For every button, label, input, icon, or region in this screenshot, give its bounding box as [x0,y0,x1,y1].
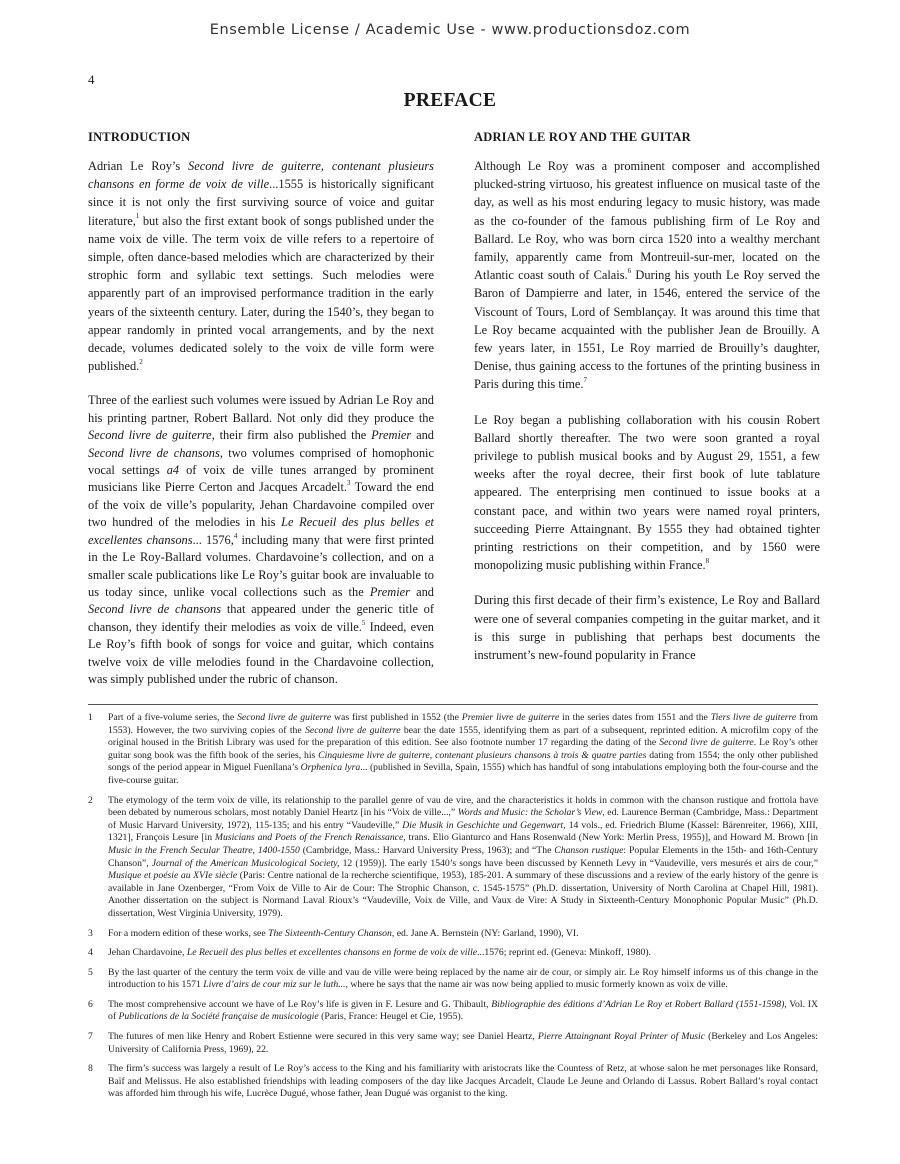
footnote-4: 4 Jehan Chardavoine, Le Recueil des plus belles et excellentes chansons en forme de voix de ville...1576; reprint ed. (Geneva: Minkoff, 1980). [88,947,651,959]
guitar-heading: ADRIAN LE ROY AND THE GUITAR [474,130,691,144]
footnote-ref-5: 5 [361,618,366,627]
page-title: PREFACE [403,90,497,111]
page-number: 4 [88,72,95,87]
guitar-paragraph-3: During this first decade of their firm’s existence, Le Roy and Ballard were one of several companies competing in the guitar market, and it is this surge in publishing that perhaps best documents the instrument’s new-found popularity in France [474,593,820,663]
footnote-5: 5 By the last quarter of the century the term voix de ville and vau de ville were being replaced by the name air de cour, or simply air. Le Roy himself informs us of this change in the introduction to his 1571 Livre d’airs de cour miz sur le luth..., where he says that the name air was now being applied to music formerly known as voix de ville. [88,966,818,991]
footnotes [88,712,818,1108]
license-header: Ensemble License / Academic Use - www.productionsdoz.com [209,22,691,38]
footnote-2: 2 The etymology of the term voix de ville, its relationship to the parallel genre of vau de vire, and the characteristics it holds in common with the chanson rustique and frottola have been debated by numerous scholars, most notably Daniel Heartz [in his “Voix de ville...,” Words and Music: the Scholar’s View, ed. Laurence Berman (Cambridge, Mass.: Department of Music Harvard University, 1972), 115-135; and his entry “Vaudeville,” Die Musik in Geschichte und Gegenwart, 14 vols., ed. Friedrich Blume (Kassel: Bärenreiter, 1966), XIII, 1321], François Lesure [in Musicians and Poets of the French Renaissance, trans. Elio Gianturco and Hans Rosenwald (New York: Merlin Press, 1955)], and Howard M. Brown [in Music in the French Secular Theatre, 1400-1550 (Cambridge, Mass.: Harvard University Press, 1963); and “The Chanson rustique: Popular Elements in the 15th- and 16th-Century Chanson”, Journal of the American Musicological Society, 12 (1959)]. The early 1540’s songs have been discussed by Kenneth Levy in “Vaudeville, vers mesurés et airs de cour,” Musique et poésie au XVIe siècle (Paris: Centre national de la recherche scientifique, 1953), 185-201. A summary of these discussions and a review of the early history of the genre is available in Jane Ozenberger, “From Voix de Ville to Air de Cour: The Strophic Chanson, c. 1545-1575” (Ph.D. dissertation, University of North Carolina at Chapel Hill, 1981). Another dissertation on the subject is Normand Laval Rioux’s “Vaudeville, Voix de Ville, and Vaux de Vire: A Study in Sixteenth-Century Monophonic Popular Music” (Ph.D. dissertation, West Virginia University, 1979). [88,794,819,919]
right-column [474,130,820,681]
guitar-paragraph-1: Although Le Roy was a prominent composer and accomplished plucked-string virtuoso, his greatest influence on musical taste of the day, as well as his most enduring legacy to music history, was made as the co-founder of the famous publishing firm of Le Roy and Ballard. Le Roy, who was born circa 1520 into a wealthy merchant family, apparently came from Montreuil-sur-mer, located on the Atlantic coast south of Calais.$^6$ During his youth Le Roy served the Baron of Dampierre and later, in 1546, entered the service of the Viscount of Tours, Lord of Semblançay. It was around this time that Le Roy became acquainted with the publisher Jean de Brouilly. A few years later, in 1551, Le Roy married de Brouilly’s daughter, Denise, thus gaining access to the fortunes of the printing business in Paris during this time.$^7$ [474,159,820,392]
footnote-ref-2: 2 [139,358,143,367]
footnote-1: 1 Part of a five-volume series, the Second livre de guiterre was first published in 1552 (the Premier livre de guiterre in the series dates from 1551 and the Tiers livre de guiterre from 1553). However, the two surviving copies of the Second livre de guiterre bear the date 1555, identifying them as part of a subsequent, reprinted edition. A microfilm copy of the original housed in the British Library was used for the preparation of this edition. See also footnote number 17 regarding the dating of the Second livre de guiterre. Le Roy’s other guitar song book was the fifth book of the series, his Cinquiesme livre de guiterre, contenant plusieurs chansons à trois & quatre parties dating from 1554; the only other published songs of the period appear in Miguel Fuenllana’s Orphenica lyra... (published in Sevilla, Spain, 1555) which has handful of song intabulations employing both the four-course and the five-course guitar. [88,712,819,786]
footnote-ref-4: 4 [233,531,238,540]
footnote-ref-8: 8 [705,557,710,566]
footnote-ref-3: 3 [347,479,351,488]
footnote-ref-7: 7 [583,376,587,385]
footnote-ref-6: 6 [627,267,632,276]
footnote-8: 8 The firm’s success was largely a result of Le Roy’s access to the King and his familiarity with aristocrats like the Countess of Retz, at whose salon he met personages like Ronsard, Baïf and Melissus. He also established friendships with leading composers of the day like Jacques Arcadelt, Claude Le Jeune and Orlando di Lassus. Robert Ballard’s royal contact was afforded him through his wife, Lucrèce Dugué, whose father, Jean Dugué was organist to the king. [88,1063,818,1100]
footnote-ref-1: 1 [135,212,140,221]
left-column [88,130,434,705]
intro-paragraph-1: Adrian Le Roy’s Second livre de guiterre, contenant plusieurs chansons en forme de voix de ville...1555 is historically significant since it is not only the first surviving source of voice and guitar literature,$^1$ but also the first extant book of songs published under the name voix de ville. The term voix de ville refers to a repertoire of simple, often dance-based melodies which are characterized by their strophic form and syllabic text settings. Such melodies were apparently part of an improvised performance tradition in the early years of the sixteenth century. Later, during the 1540’s, they began to appear randomly in printed vocal arrangements, and by the next decade, volumes dedicated solely to the voix de ville form were published.$^2$ [88,159,434,374]
footnote-3: 3 For a modern edition of these works, see The Sixteenth-Century Chanson, ed. Jane A. Bernstein (NY: Garland, 1990), VI. [88,927,579,939]
footnote-7: 7 The futures of men like Henry and Robert Estienne were secured in this very same way; see Daniel Heartz, Pierre Attaingnant Royal Printer of Music (Berkeley and Los Angeles: University of California Press, 1969), 22. [88,1031,818,1055]
footnote-divider [88,704,818,705]
guitar-paragraph-2: Le Roy began a publishing collaboration with his cousin Robert Ballard shortly thereafter. The two were soon granted a royal privilege to publish musical books and by August 29, 1551, a few weeks after the royal decree, their first book of lute tablature appeared. The enterprising men continued to issue books at a constant pace, and within two years were named royal printers, succeeding Pierre Attaingnant. By 1555 they had obtained tighter printing restrictions on their competition, and by 1560 were monopolizing music publishing within France.$^8$ [474,412,820,573]
introduction-heading: INTRODUCTION [88,130,191,144]
footnote-6: 6 The most comprehensive account we have of Le Roy’s life is given in F. Lesure and G. Thibault, Bibliographie des éditions d’Adrian Le Roy et Robert Ballard (1551-1598), Vol. IX of Publications de la Société française de musicologie (Paris, France: Heugel et Cie, 1955). [88,998,819,1023]
intro-paragraph-2: Three of the earliest such volumes were issued by Adrian Le Roy and his printing partner, Robert Ballard. Not only did they produce the Second livre de guiterre, their firm also published the Premier and Second livre de chansons, two volumes comprised of homophonic vocal settings a4 of voix de ville tunes arranged by prominent musicians like Pierre Certon and Jacques Arcadelt.$^3$ Toward the end of the voix de ville’s popularity, Jehan Chardavoine compiled over two hundred of the melodies in his Le Recueil des plus belles et excellentes chansons... 1576,$^4$ including many that were first printed in the Le Roy-Ballard volumes. Chardavoine’s collection, and on a smaller scale publications like Le Roy’s guitar book are invaluable to us today since, unlike vocal collections such as the Premier and Second livre de chansons that appeared under the generic title of chanson, they identify their melodies as voix de ville.$^5$ Indeed, even Le Roy’s fifth book of songs for voice and guitar, which contains twelve voix de ville melodies found in the Chardavoine collection, was simply published under the rubric of chanson. [88,393,435,686]
